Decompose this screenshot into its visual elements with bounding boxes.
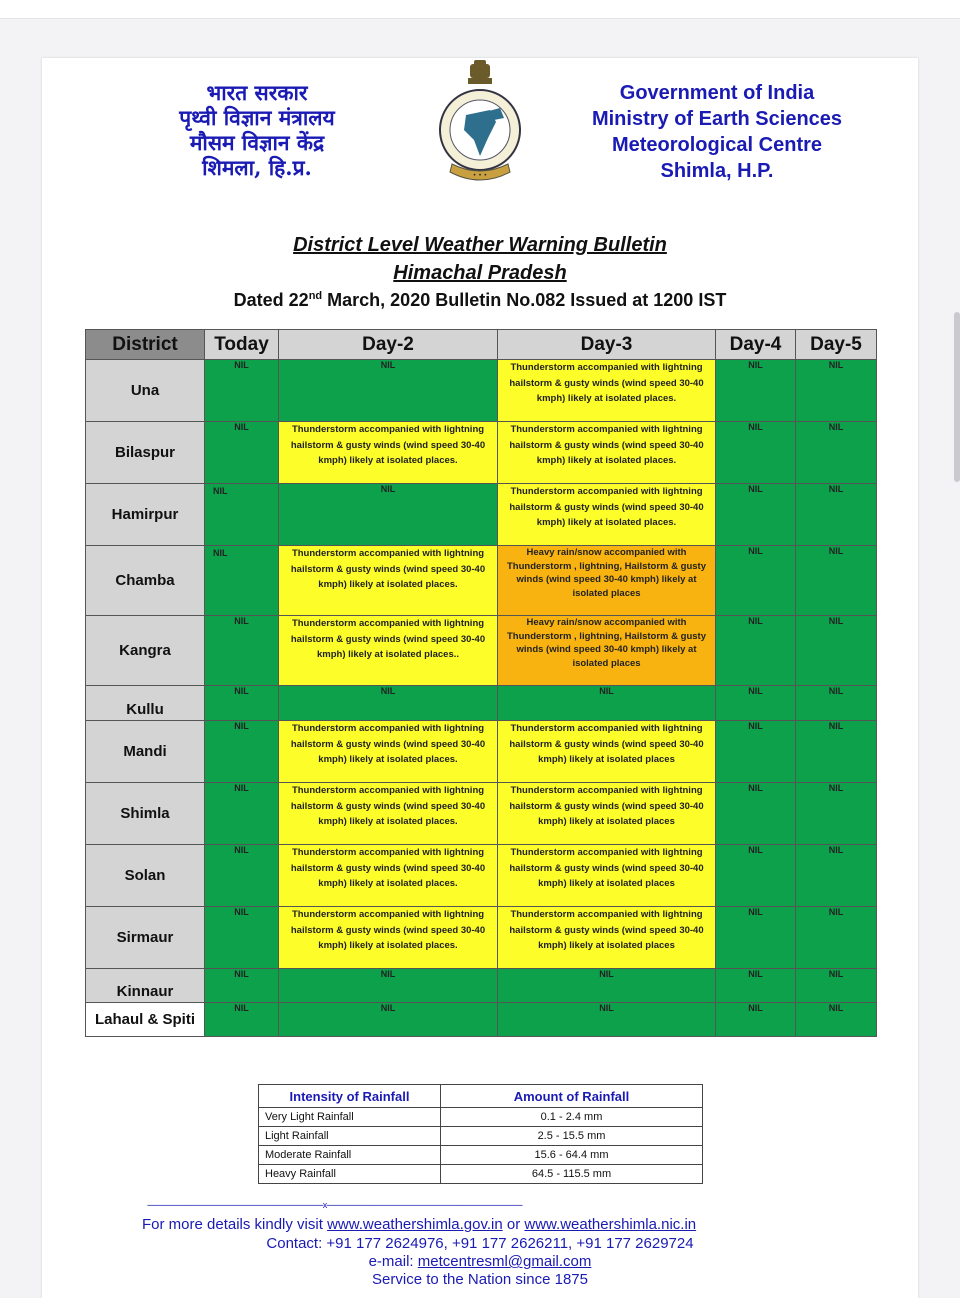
col-header-day2: Day-2 [279,330,498,360]
warning-cell: Thunderstorm accompanied with lightning hailstorm & gusty winds (wind speed 30-40 kmph) likely at isolated places. [279,783,498,845]
dated-rest: March, 2020 Bulletin No.082 Issued at 1200 IST [322,290,727,310]
warning-cell: NIL [796,1003,877,1037]
table-row [86,783,877,845]
col-header-today: Today [205,330,279,360]
rainfall-intensity-table [258,1084,703,1184]
warning-cell: Thunderstorm accompanied with lightning hailstorm & gusty winds (wind speed 30-40 kmph) likely at isolated places. [498,484,716,546]
warning-cell: NIL [205,360,279,422]
warning-cell: NIL [205,845,279,907]
table-row [259,1127,703,1146]
app-top-bar [0,0,960,19]
warning-cell: NIL [716,721,796,783]
imd-emblem-logo [430,60,530,190]
warning-cell: NIL [716,783,796,845]
warning-cell: NIL [716,907,796,969]
warning-cell: NIL [716,686,796,721]
district-name: Kinnaur [86,969,205,1003]
table-row [259,1146,703,1165]
district-name: Kangra [86,616,205,686]
warning-cell: NIL [279,360,498,422]
warning-cell: Thunderstorm accompanied with lightning hailstorm & gusty winds (wind speed 30-40 kmph) likely at isolated places. [498,422,716,484]
warning-cell: NIL [796,969,877,1003]
rainfall-col-intensity: Intensity of Rainfall [259,1085,441,1108]
warning-cell: NIL [205,616,279,686]
warning-cell: Thunderstorm accompanied with lightning hailstorm & gusty winds (wind speed 30-40 kmph) likely at isolated places. [279,907,498,969]
rainfall-amount: 15.6 - 64.4 mm [441,1146,703,1165]
warning-cell: NIL [796,546,877,616]
district-name: Sirmaur [86,907,205,969]
district-name: Bilaspur [86,422,205,484]
warning-cell: NIL [796,484,877,546]
district-name: Hamirpur [86,484,205,546]
warning-cell: Heavy rain/snow accompanied with Thunderstorm , lightning, Hailstorm & gusty winds (wind speed 30-40 kmph) likely at isolated places [498,546,716,616]
col-header-day4: Day-4 [716,330,796,360]
scrollbar-thumb[interactable] [954,312,960,482]
state-title: Himachal Pradesh [393,262,567,284]
english-line: Ministry of Earth Sciences [591,108,843,130]
warning-cell: Thunderstorm accompanied with lightning hailstorm & gusty winds (wind speed 30-40 kmph) likely at isolated places. [279,845,498,907]
warning-cell: Thunderstorm accompanied with lightning hailstorm & gusty winds (wind speed 30-40 kmph) likely at isolated places. [279,721,498,783]
table-row [86,616,877,686]
dated-prefix: Dated 22 [233,290,309,310]
english-header [572,80,862,184]
col-header-district: District [86,330,205,360]
rainfall-intensity: Light Rainfall [259,1127,441,1146]
rainfall-header-row [259,1085,703,1108]
rainfall-amount: 2.5 - 15.5 mm [441,1127,703,1146]
email-label: e-mail: [368,1253,418,1270]
warning-cell: NIL [498,969,716,1003]
district-name: Chamba [86,546,205,616]
warning-cell: NIL [716,360,796,422]
warning-cell: NIL [796,686,877,721]
website-link-nic[interactable]: www.weathershimla.nic.in [524,1216,697,1233]
warning-cell: Thunderstorm accompanied with lightning hailstorm & gusty winds (wind speed 30-40 kmph) likely at isolated places [498,783,716,845]
warning-cell: NIL [205,969,279,1003]
footer-contact: Contact: +91 177 2624976, +91 177 2626211, +91 177 2629724 [266,1235,694,1252]
or-text: or [502,1216,525,1233]
table-row [86,546,877,616]
divider-mark: x [322,1200,327,1210]
document-page [42,58,918,1298]
hindi-line: शिमला, हि.प्र. [202,155,312,180]
warning-cell: NIL [205,783,279,845]
english-line: Shimla, H.P. [660,160,774,182]
table-row [86,721,877,783]
district-name: Lahaul & Spiti [86,1003,205,1037]
table-row [86,907,877,969]
warning-cell: Thunderstorm accompanied with lightning hailstorm & gusty winds (wind speed 30-40 kmph) likely at isolated places.. [279,616,498,686]
warning-cell: NIL [716,845,796,907]
table-row [86,484,877,546]
warning-cell: NIL [716,422,796,484]
col-header-day3: Day-3 [498,330,716,360]
table-row [86,1003,877,1037]
bulletin-title: District Level Weather Warning Bulletin [293,234,667,256]
warning-cell: Thunderstorm accompanied with lightning hailstorm & gusty winds (wind speed 30-40 kmph) likely at isolated places [498,907,716,969]
warning-cell: NIL [279,1003,498,1037]
warning-cell: NIL [716,484,796,546]
table-row [86,686,877,721]
footer-divider: ----------------------------------------------------------------------------------------x-------------------------------------------------------------------------------------------------- [147,1200,522,1210]
english-line: Government of India [619,82,815,104]
hindi-header [142,80,372,180]
footer-email-line [42,1253,918,1270]
table-row [259,1108,703,1127]
dated-line [42,290,918,311]
warning-cell: NIL [796,907,877,969]
table-row [86,422,877,484]
warning-cell: NIL [205,484,279,546]
table-row [86,969,877,1003]
hindi-line: मौसम विज्ञान केंद्र [189,130,325,155]
warning-cell: NIL [716,546,796,616]
warning-cell: Thunderstorm accompanied with lightning hailstorm & gusty winds (wind speed 30-40 kmph) likely at isolated places. [498,360,716,422]
email-link[interactable]: metcentresml@gmail.com [417,1253,592,1270]
warning-cell: NIL [498,686,716,721]
warning-cell: NIL [796,721,877,783]
dated-suffix: nd [308,290,323,302]
warning-cell: NIL [205,721,279,783]
warning-cell: NIL [796,616,877,686]
rainfall-amount: 0.1 - 2.4 mm [441,1108,703,1127]
table-row [259,1165,703,1184]
table-row [86,845,877,907]
warning-cell: NIL [796,360,877,422]
warning-cell: NIL [279,484,498,546]
warning-cell: NIL [796,422,877,484]
hindi-line: पृथ्वी विज्ञान मंत्रालय [179,105,335,130]
visit-text: For more details kindly visit [142,1216,328,1233]
warning-cell: NIL [279,686,498,721]
warning-cell: Heavy rain/snow accompanied with Thunderstorm , lightning, Hailstorm & gusty winds (wind speed 30-40 kmph) likely at isolated places [498,616,716,686]
hindi-line: भारत सरकार [206,80,308,105]
warning-cell: NIL [205,1003,279,1037]
warning-cell: Thunderstorm accompanied with lightning hailstorm & gusty winds (wind speed 30-40 kmph) likely at isolated places [498,845,716,907]
rainfall-amount: 64.5 - 115.5 mm [441,1165,703,1184]
warning-table-header [86,330,877,360]
warning-cell: Thunderstorm accompanied with lightning hailstorm & gusty winds (wind speed 30-40 kmph) likely at isolated places. [279,422,498,484]
footer-visit-line [142,1216,762,1233]
rainfall-intensity: Very Light Rainfall [259,1108,441,1127]
warning-cell: Thunderstorm accompanied with lightning hailstorm & gusty winds (wind speed 30-40 kmph) likely at isolated places. [279,546,498,616]
district-name: Solan [86,845,205,907]
warning-cell: NIL [205,546,279,616]
warning-cell: NIL [498,1003,716,1037]
english-line: Meteorological Centre [611,134,823,156]
district-name: Shimla [86,783,205,845]
district-name: Una [86,360,205,422]
rainfall-intensity: Heavy Rainfall [259,1165,441,1184]
svg-text:• • •: • • • [472,172,488,179]
warning-cell: NIL [716,1003,796,1037]
warning-cell: NIL [716,969,796,1003]
col-header-day5: Day-5 [796,330,877,360]
rainfall-col-amount: Amount of Rainfall [441,1085,703,1108]
warning-cell: Thunderstorm accompanied with lightning hailstorm & gusty winds (wind speed 30-40 kmph) likely at isolated places [498,721,716,783]
warning-cell: NIL [796,845,877,907]
warning-cell: NIL [279,969,498,1003]
warning-cell: NIL [205,907,279,969]
district-name: Kullu [86,686,205,721]
warning-table [85,329,877,1037]
table-row [86,360,877,422]
warning-cell: NIL [716,616,796,686]
warning-cell: NIL [205,686,279,721]
district-name: Mandi [86,721,205,783]
warning-cell: NIL [205,422,279,484]
rainfall-intensity: Moderate Rainfall [259,1146,441,1165]
warning-cell: NIL [796,783,877,845]
footer-service: Service to the Nation since 1875 [372,1271,588,1288]
website-link-gov[interactable]: www.weathershimla.gov.in [327,1216,503,1233]
